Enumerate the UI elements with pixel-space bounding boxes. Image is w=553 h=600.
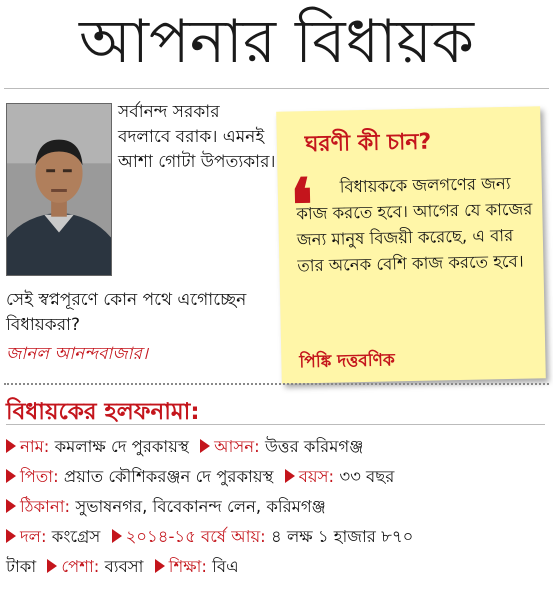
portrait-image	[7, 104, 111, 275]
affidavit-divider	[6, 424, 545, 425]
education-value: বিএ	[212, 557, 239, 576]
masthead	[0, 0, 553, 88]
name-value: কমলাক্ষ দে পুরকায়স্থ	[54, 437, 189, 456]
bullet-triangle-icon	[6, 499, 16, 513]
bullet-triangle-icon	[6, 469, 16, 483]
mla-photo	[6, 103, 112, 276]
page-title: আপনার বিধায়ক	[79, 7, 474, 77]
intro-question: সেই স্বপ্নপূরণে কোন পথে এগোচ্ছেন বিধায়করা?	[6, 290, 247, 335]
profession-value: ব্যবসা	[104, 557, 144, 576]
profession-label: পেশা:	[61, 557, 100, 576]
wife-quote-note	[276, 106, 546, 383]
note-signature: পিঙ্কি দত্তবণিক	[299, 350, 396, 373]
income-value: ৪ লক্ষ ১ হাজার ৮৭০	[271, 527, 414, 546]
name-label: নাম:	[20, 437, 50, 456]
education-label: শিক্ষা:	[168, 557, 207, 576]
affidavit-title: বিধায়কের হলফনামা:	[6, 399, 200, 425]
masthead-divider	[4, 88, 549, 89]
address-label: ঠিকানা:	[20, 497, 71, 516]
note-body	[296, 170, 538, 279]
quote-mark-icon: ❛	[289, 162, 315, 248]
income-label: ২০১৪-১৫ বর্ষে আয়:	[125, 527, 266, 546]
father-label: পিতা:	[20, 467, 59, 486]
bullet-triangle-icon	[47, 559, 57, 573]
bullet-triangle-icon	[285, 469, 295, 483]
bullet-triangle-icon	[112, 529, 122, 543]
bullet-triangle-icon	[6, 439, 16, 453]
note-title: ঘরণী কী চান?	[304, 129, 432, 158]
intro-text: সর্বানন্দ সরকার বদলাবে বরাক। এমনই আশা গোটা উপত্যকার।	[118, 102, 276, 172]
age-label: বয়স:	[298, 467, 335, 486]
bullet-triangle-icon	[6, 529, 16, 543]
affidavit-facts	[6, 432, 548, 582]
seat-value: উত্তর করিমগঞ্জ	[264, 437, 364, 456]
section-divider	[4, 383, 549, 385]
credit-line: জানল আনন্দবাজার।	[6, 344, 148, 364]
note-body-text: বিধায়ককে জলগণের জন্য কাজ করতে হবে। আগের যে কাজের জন্য মানুষ বিজয়ী করেছে, এ বার তার অনেক বেশি কাজ করতে হবে।	[296, 173, 533, 276]
fact-row-father-age	[6, 462, 548, 492]
bullet-triangle-icon	[200, 439, 210, 453]
fact-row-profession-education	[6, 552, 548, 582]
fact-row-party-income	[6, 522, 548, 552]
party-value: কংগ্রেস	[51, 527, 101, 546]
fact-row-address	[6, 492, 548, 522]
income-unit: টাকা	[6, 557, 37, 576]
address-value: সুভাষনগর, বিবেকানন্দ লেন, করিমগঞ্জ	[75, 497, 326, 516]
age-value: ৩৩ বছর	[339, 467, 395, 486]
party-label: দল:	[20, 527, 47, 546]
father-value: প্রয়াত কৌশিকরঞ্জন দে পুরকায়স্থ	[63, 467, 274, 486]
fact-row-name-seat	[6, 432, 548, 462]
seat-label: আসন:	[214, 437, 260, 456]
bullet-triangle-icon	[155, 559, 165, 573]
